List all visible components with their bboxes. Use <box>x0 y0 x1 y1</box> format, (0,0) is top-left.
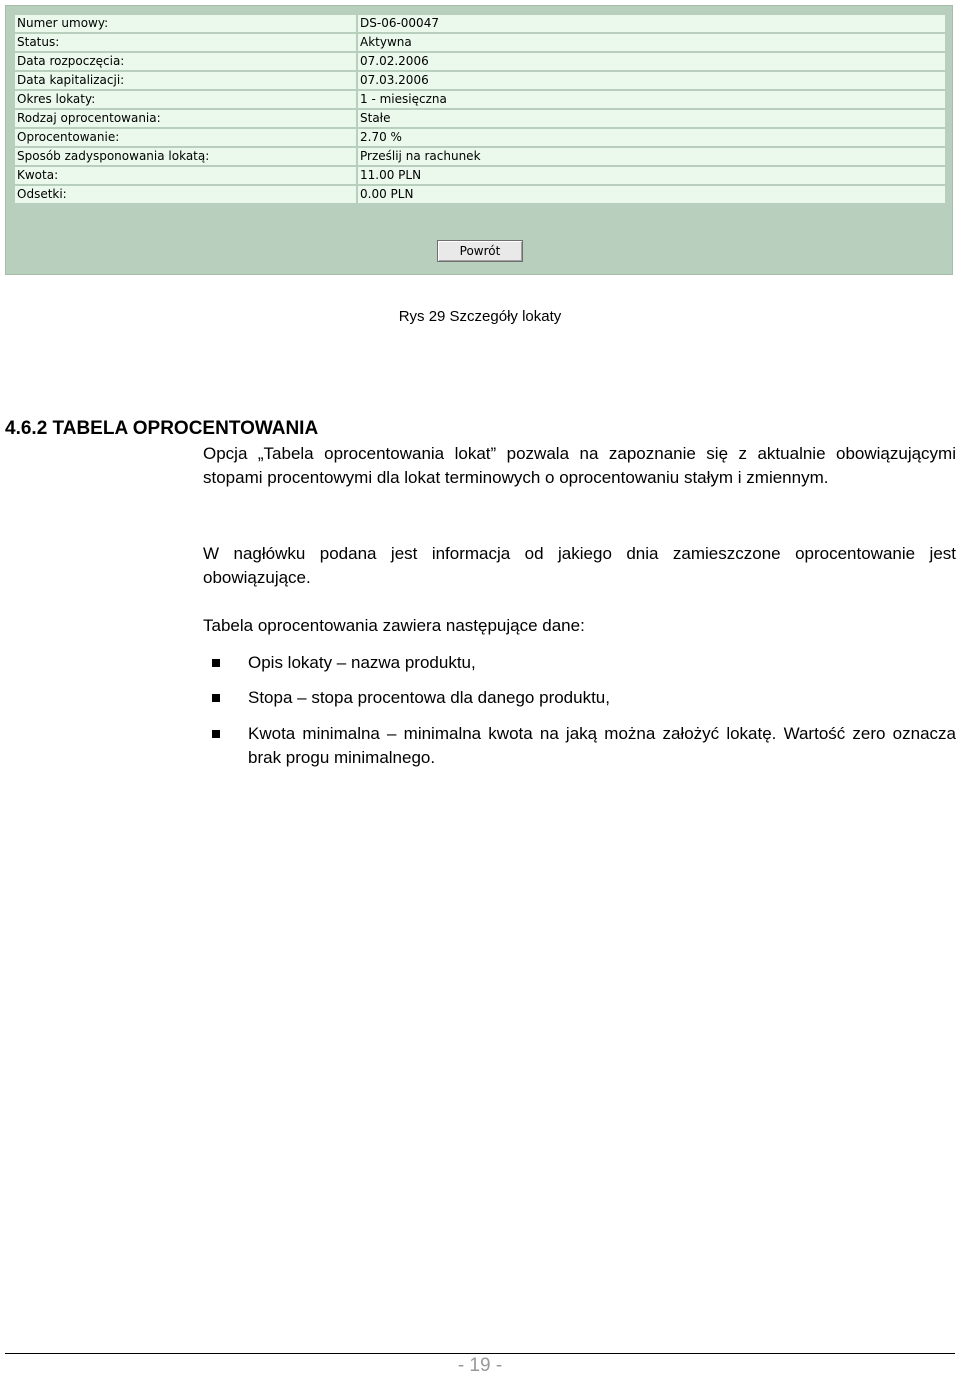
field-value: DS-06-00047 <box>358 15 945 32</box>
table-row <box>15 72 945 89</box>
list-item: Stopa – stopa procentowa dla danego produktu, <box>248 688 610 707</box>
field-value: Prześlij na rachunek <box>358 148 945 165</box>
header-info-paragraph: W nagłówku podana jest informacja od jakiego dnia zamieszczone oprocentowanie jest obowiązujące. <box>203 544 956 587</box>
field-value: 07.02.2006 <box>358 53 945 70</box>
table-row <box>15 110 945 127</box>
field-value: Stałe <box>358 110 945 127</box>
field-label: Rodzaj oprocentowania: <box>15 110 356 127</box>
figure-caption: Rys 29 Szczegóły lokaty <box>398 308 562 325</box>
field-value: Aktywna <box>358 34 945 51</box>
field-label: Oprocentowanie: <box>15 129 356 146</box>
field-label: Kwota: <box>15 167 356 184</box>
field-label: Okres lokaty: <box>15 91 356 108</box>
bullet-marker <box>212 659 220 667</box>
table-row <box>15 129 945 146</box>
table-row <box>15 91 945 108</box>
table-row <box>15 186 945 203</box>
page-number: - 19 - <box>457 1355 503 1376</box>
field-label: Data kapitalizacji: <box>15 72 356 89</box>
bullet-marker <box>212 730 220 738</box>
intro-paragraph: Opcja „Tabela oprocentowania lokat” pozwala na zapoznanie się z aktualnie obowiązującymi stopami procentowymi dla lokat terminowych o oprocentowaniu stałym i zmiennym. <box>203 444 956 487</box>
field-value: 2.70 % <box>358 129 945 146</box>
section-heading: 4.6.2 TABELA OPROCENTOWANIA <box>5 418 319 439</box>
deposit-details-panel <box>5 5 953 275</box>
field-value: 07.03.2006 <box>358 72 945 89</box>
table-row <box>15 34 945 51</box>
list-item: Opis lokaty – nazwa produktu, <box>248 653 476 672</box>
field-label: Sposób zadysponowania lokatą: <box>15 148 356 165</box>
deposit-details-table <box>13 13 947 205</box>
footer-divider <box>5 1353 955 1354</box>
bullet-marker <box>212 694 220 702</box>
field-label: Numer umowy: <box>15 15 356 32</box>
field-value: 1 - miesięczna <box>358 91 945 108</box>
table-row <box>15 148 945 165</box>
table-contents-paragraph: Tabela oprocentowania zawiera następujące dane: <box>203 616 585 635</box>
field-label: Status: <box>15 34 356 51</box>
field-label: Odsetki: <box>15 186 356 203</box>
field-value: 11.00 PLN <box>358 167 945 184</box>
back-button[interactable]: Powrót <box>437 240 523 262</box>
table-row <box>15 167 945 184</box>
field-value: 0.00 PLN <box>358 186 945 203</box>
field-label: Data rozpoczęcia: <box>15 53 356 70</box>
list-item: Kwota minimalna – minimalna kwota na jaką można założyć lokatę. Wartość zero oznacza brak progu minimalnego. <box>248 724 956 767</box>
table-row <box>15 53 945 70</box>
table-row <box>15 15 945 32</box>
